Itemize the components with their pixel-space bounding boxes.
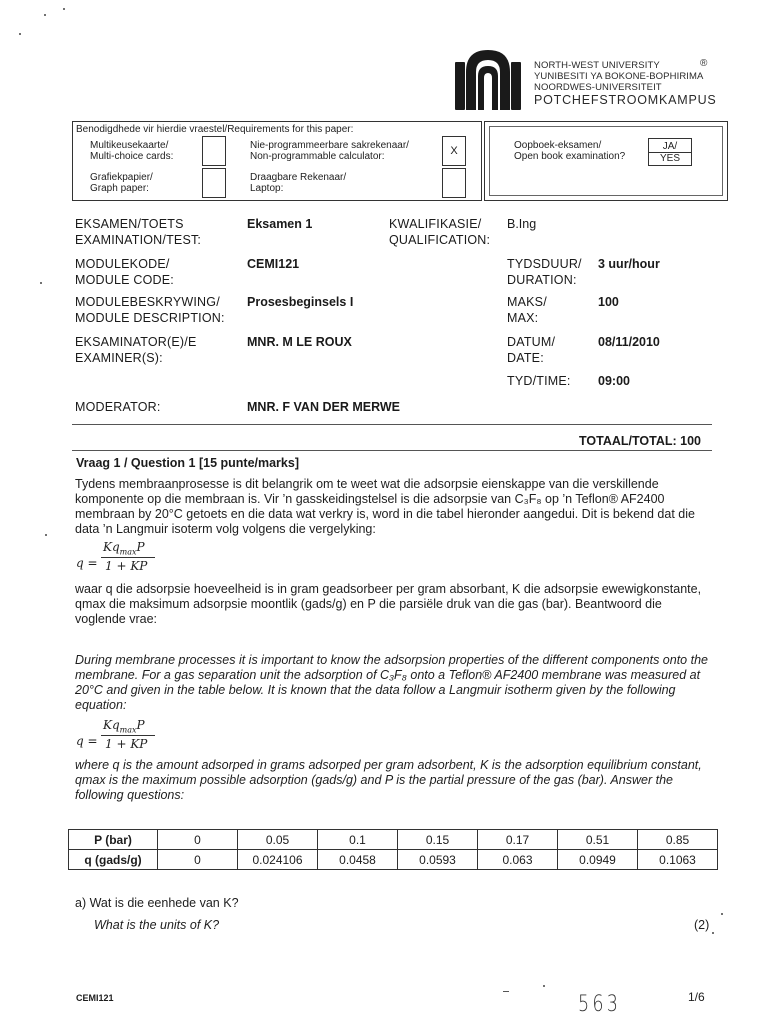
module-description-value: Prosesbeginsels I xyxy=(247,295,354,309)
table-cell: 0.05 xyxy=(238,830,318,850)
module-code-label xyxy=(75,256,174,288)
equation-numerator xyxy=(103,540,145,556)
scan-speck xyxy=(63,8,65,10)
table-row xyxy=(69,850,718,870)
scan-speck xyxy=(543,985,545,987)
answer-en: YES xyxy=(649,152,691,164)
label-af: Oopboek-eksamen/ xyxy=(514,140,602,151)
label-en: EXAMINER(S): xyxy=(75,351,163,365)
time-value: 09:00 xyxy=(598,374,630,388)
question-paragraph-en: During membrane processes it is important to know the adsorpsion properties of the different components onto the membrane. For a gas separation unit the adsorption of C₃F₈ onto a Teflon® AF2400 membrane was measured at 20°C and given in the table below. It is known that the data follow a Langmuir isotherm given by the following equation: xyxy=(75,653,708,712)
university-name-line: NOORDWES-UNIVERSITEIT xyxy=(534,82,662,93)
scan-speck xyxy=(45,534,47,536)
module-description-label xyxy=(75,294,225,326)
label-en: Graph paper: xyxy=(90,183,149,194)
time-label: TYD/TIME: xyxy=(507,374,571,388)
campus-name: POTCHEFSTROOMKAMPUS xyxy=(534,93,717,107)
label-en: MODULE CODE: xyxy=(75,273,174,287)
label-af: KWALIFIKASIE/ xyxy=(389,217,482,231)
question-paragraph-en-2: where q is the amount adsorped in grams adsorped per gram adsorbent, K is the adsorption equilibrium constant, qmax is the maximum possible adsorption (gads/g) and P is the partial pressure of the gas (bar). Answer the following questions: xyxy=(75,758,702,802)
table-cell: 0 xyxy=(158,830,238,850)
table-cell: 0.0458 xyxy=(318,850,398,870)
label-af: EKSAMEN/TOETS xyxy=(75,217,184,231)
divider xyxy=(72,450,712,451)
subquestion-a-af: a) Wat is die eenhede van K? xyxy=(75,896,239,910)
table-cell: 0.15 xyxy=(398,830,478,850)
duration-label xyxy=(507,256,582,288)
nonprog-calculator-label xyxy=(250,140,409,162)
label-af: MODULEBESKRYWING/ xyxy=(75,295,220,309)
table-header-p: P (bar) xyxy=(69,830,158,850)
langmuir-equation xyxy=(101,540,155,576)
table-row xyxy=(69,830,718,850)
laptop-label xyxy=(250,172,346,194)
subquestion-a-marks: (2) xyxy=(694,918,710,932)
exam-label xyxy=(75,216,201,248)
university-name-block xyxy=(534,60,717,108)
table-cell: 0.1063 xyxy=(638,850,718,870)
label-af: MODULEKODE/ xyxy=(75,257,170,271)
divider xyxy=(72,424,712,425)
qualification-value: B.Ing xyxy=(507,217,537,231)
label-en: Non-programmable calculator: xyxy=(250,151,385,162)
handwritten-page-number: 563 xyxy=(578,992,622,1017)
label-af: Grafiekpapier/ xyxy=(90,172,153,183)
label-en: Laptop: xyxy=(250,183,284,194)
equation-lhs: q = xyxy=(76,734,98,748)
scan-speck xyxy=(721,913,723,915)
eq-num-end: P xyxy=(136,540,145,554)
university-logo-icon xyxy=(452,42,524,114)
question-heading: Vraag 1 / Question 1 [15 punte/marks] xyxy=(76,456,299,470)
table-cell: 0.51 xyxy=(558,830,638,850)
label-en: QUALIFICATION: xyxy=(389,233,491,247)
label-en: MODULE DESCRIPTION: xyxy=(75,311,225,325)
equation-denominator: 1 + KP xyxy=(105,559,148,573)
label-en: EXAMINATION/TEST: xyxy=(75,233,202,247)
answer-af: JA/ xyxy=(662,141,678,152)
module-code-value: CEMI121 xyxy=(247,257,300,271)
equation-denominator: 1 + KP xyxy=(105,737,148,751)
moderator-label: MODERATOR: xyxy=(75,400,161,414)
label-af: TYDSDUUR/ xyxy=(507,257,582,271)
equation-numerator xyxy=(103,718,145,734)
table-cell: 0.17 xyxy=(478,830,558,850)
label-en: Multi-choice cards: xyxy=(90,151,174,162)
table-cell: 0.024106 xyxy=(238,850,318,870)
question-paragraph-af-2: waar q die adsorpsie hoeveelheid is in gram geadsorbeer per gram absorbant, K die adsorpsie ewewigkonstante, qmax die maksimum adsorpsie moontlik (gads/g) en P die parsiële druk van die gas (bar). Beantwoord die voglende vrae: xyxy=(75,582,702,626)
table-cell: 0.0949 xyxy=(558,850,638,870)
eq-num-sub: max xyxy=(119,725,137,735)
footer-module-code: CEMI121 xyxy=(76,993,114,1003)
label-af: MAKS/ xyxy=(507,295,547,309)
exam-value: Eksamen 1 xyxy=(247,217,313,231)
label-af: Nie-programmeerbare sakrekenaar/ xyxy=(250,140,409,151)
qualification-label xyxy=(389,216,490,248)
university-name-line: YUNIBESITI YA BOKONE-BOPHIRIMA xyxy=(534,71,704,82)
table-cell: 0.063 xyxy=(478,850,558,870)
langmuir-equation xyxy=(101,718,155,754)
subquestion-a-en: What is the units of K? xyxy=(94,918,220,932)
equation-lhs: q = xyxy=(76,556,98,570)
moderator-value: MNR. F VAN DER MERWE xyxy=(247,400,401,414)
nonprog-calculator-checkbox[interactable]: X xyxy=(442,136,466,166)
eq-num-sub: max xyxy=(119,547,137,557)
requirements-title: Benodigdhede vir hierdie vraestel/Requirements for this paper: xyxy=(76,124,354,135)
scan-speck xyxy=(44,14,46,16)
label-en: DURATION: xyxy=(507,273,577,287)
table-cell: 0.1 xyxy=(318,830,398,850)
fraction-bar xyxy=(101,557,155,558)
label-af: Multikeusekaarte/ xyxy=(90,140,169,151)
multichoice-label xyxy=(90,140,173,162)
table-header-q: q (gads/g) xyxy=(69,850,158,870)
label-en: MAX: xyxy=(507,311,539,325)
university-name-line: NORTH-WEST UNIVERSITY xyxy=(534,60,660,71)
table-cell: 0.0593 xyxy=(398,850,478,870)
max-value: 100 xyxy=(598,295,619,309)
examiner-value: MNR. M LE ROUX xyxy=(247,335,352,349)
label-af: DATUM/ xyxy=(507,335,556,349)
open-book-answer-box xyxy=(648,138,692,166)
adsorption-data-table xyxy=(68,829,718,870)
date-value: 08/11/2010 xyxy=(598,335,660,349)
scan-mark xyxy=(503,991,509,992)
page-number: 1/6 xyxy=(688,990,705,1004)
label-en: Open book examination? xyxy=(514,151,626,162)
date-label xyxy=(507,334,555,366)
total-marks: TOTAAL/TOTAL: 100 xyxy=(579,434,701,448)
table-cell: 0 xyxy=(158,850,238,870)
label-af: Draagbare Rekenaar/ xyxy=(250,172,347,183)
duration-value: 3 uur/hour xyxy=(598,257,660,271)
examiner-label xyxy=(75,334,197,366)
question-paragraph-af: Tydens membraanprosesse is dit belangrik om te weet wat die adsorpsie eienskappe van die verskillende komponente op die membraan is. Vir ’n gasskeidingstelsel is die adsorpsie van C₃F₈ op ’n Teflon® AF2400 membraan by 20°C getoets en die data wat verkry is, word in die tabel hieronder aangedui. Dit is bekend dat die data ’n Langmuir isoterm volg volgens die vergelyking: xyxy=(75,477,695,536)
registered-mark: ® xyxy=(700,58,708,69)
fraction-bar xyxy=(101,735,155,736)
eq-num-text: Kq xyxy=(103,718,120,732)
eq-num-end: P xyxy=(136,718,145,732)
laptop-checkbox[interactable] xyxy=(442,168,466,198)
table-cell: 0.85 xyxy=(638,830,718,850)
label-af: EKSAMINATOR(E)/E xyxy=(75,335,197,349)
graph-paper-label xyxy=(90,172,153,194)
open-book-label xyxy=(514,140,625,162)
scan-speck xyxy=(19,33,21,35)
max-label xyxy=(507,294,547,326)
multichoice-checkbox[interactable] xyxy=(202,136,226,166)
label-en: DATE: xyxy=(507,351,544,365)
scan-speck xyxy=(40,282,42,284)
eq-num-text: Kq xyxy=(103,540,120,554)
graph-paper-checkbox[interactable] xyxy=(202,168,226,198)
